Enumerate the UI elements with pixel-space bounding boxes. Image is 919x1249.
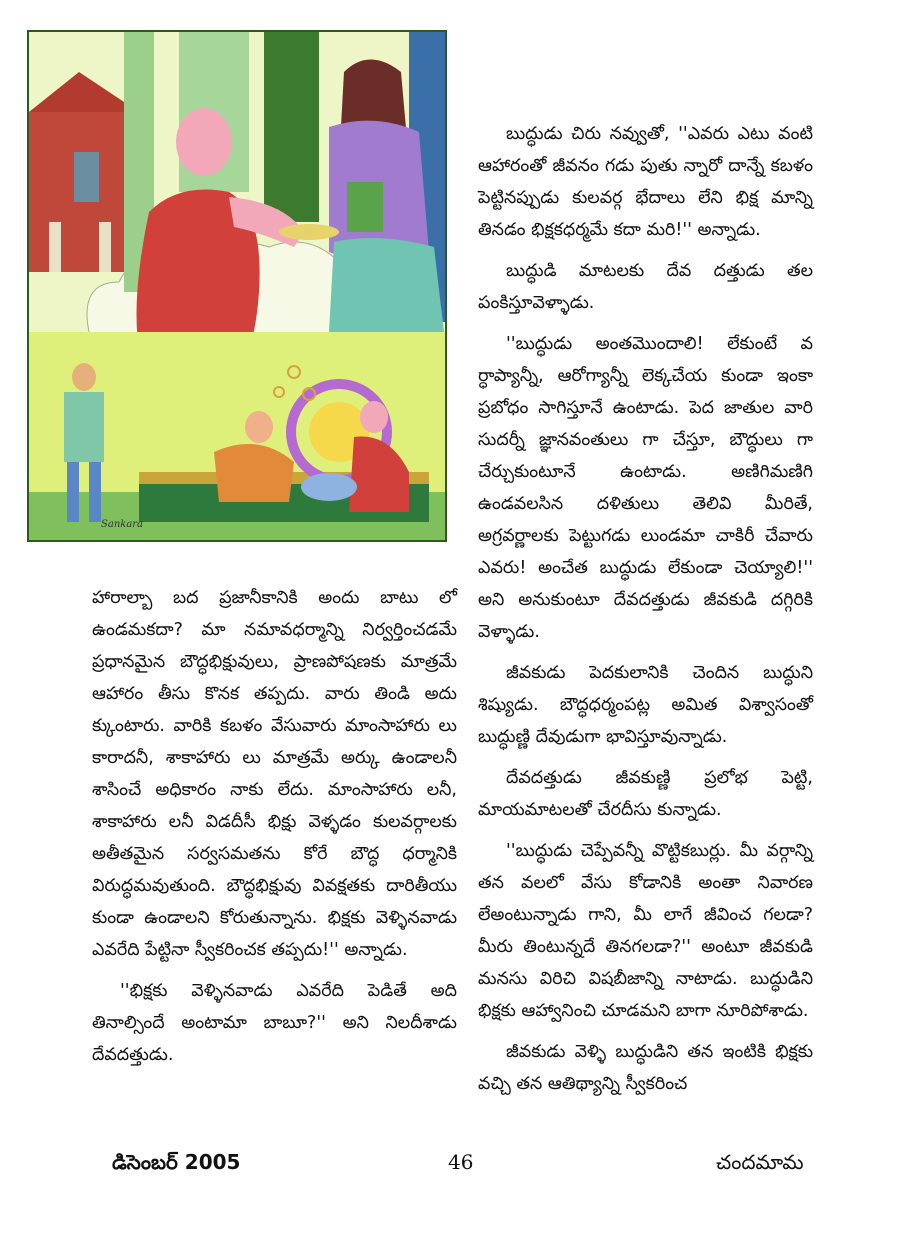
paragraph: జీవకుడు పెదకులానికి చెందిన బుద్ధుని శిష్యుడు. బౌద్ధధర్మంపట్ల అమిత విశ్వాసంతో బుద్ధుణ్ణి దేవుడుగా భావిస్తూవున్నాడు. [478, 663, 813, 747]
issue-date: డిసెంబర్ 2005 [112, 1150, 241, 1174]
paragraph: బుద్ధుడు చిరు నవ్వుతో, ''ఎవరు ఎటు వంటి ఆహారంతో జీవనం గడు పుతు న్నారో దాన్నే కబళం పెట్టినప్పుడు కులవర్గ భేదాలు లేని భిక్ష మాన్ని తినడం భిక్షకధర్మమే కదా మరి!'' అన్నాడు. [478, 124, 813, 240]
paragraph: దేవదత్తుడు జీవకుణ్ణి ప్రలోభ పెట్టి, మాయమాటలతో చేరదీసు కున్నాడు. [478, 768, 813, 820]
paragraph: బుద్ధుడి మాటలకు దేవ దత్తుడు తల పంకిస్తూవెళ్ళాడు. [478, 261, 813, 313]
left-text-column [92, 582, 457, 1080]
illustration-art [29, 32, 445, 540]
paragraph: ''భిక్షకు వెళ్ళినవాడు ఎవరేది పెడితే అది తినాల్సిందే అంటామా బాబూ?'' అని నిలదీశాడు దేవదత్తుడు. [92, 981, 457, 1065]
illustrator-signature: Sankara [101, 519, 144, 530]
paragraph: ''బుద్ధుడు అంతమొందాలి! లేకుంటే వ ర్ధాప్యాన్నీ, ఆరోగ్యాన్నీ లెక్కచేయ కుండా ఇంకా ప్రబోధం సాగిస్తూనే ఉంటాడు. పెద జాతుల వారి సుదర్నీ జ్ఞానవంతులు గా చేస్తూ, బౌద్ధులు గా చేర్చుకుంటూనే ఉంటాడు. అణిగిమణిగి ఉండవలసిన దళితులు తెలివి మీరితే, అగ్రవర్ణాలకు పెట్టుగడు లుండమా చాకిరీ చేవారు ఎవరు! అంచేత బుద్ధుడు లేకుండా చెయ్యాలి!'' అని అనుకుంటూ దేవదత్తుడు జీవకుడి దగ్గిరికి వెళ్ళాడు. [478, 334, 813, 642]
right-text-column [478, 118, 813, 1109]
page-number: 46 [448, 1150, 474, 1174]
paragraph: ''బుద్ధుడు చెప్పేవన్నీ వొట్టికబుర్లు. మీ వర్గాన్ని తన వలలో వేసు కోడానికి అంతా నివారణ లేఅంటున్నాడు గాని, మీ లాగే జీవించ గలడా? మీరు తింటున్నదే తినగలడా?'' అంటూ జీవకుడి మనసు విరిచి విషబీజాన్ని నాటాడు. బుద్ధుడిని భిక్షకు ఆహ్వానించి చూడమని బాగా నూరిపోశాడు. [478, 841, 813, 1021]
story-illustration [27, 30, 447, 542]
paragraph: హారాల్బా బద ప్రజానీకానికి అందు బాటు లో ఉండమకదా? మా నమావధర్మాన్ని నిర్వర్తించడమే ప్రధానమైన బౌద్ధభిక్షువులు, ప్రాణపోషణకు మాత్రమే ఆహారం తీసు కొనక తప్పదు. వారు తిండి అదు క్కుంటారు. వారికి కబళం వేసువారు మాంసాహారు లు కారాదనీ, శాకాహారు లు మాత్రమే అర్కు ఉండాలనీ శాసించే అధికారం నాకు లేదు. మాంసాహారు లనీ, శాకాహారు లనీ విడదీసీ భిక్షు వెళ్ళడం కులవర్గాలకు అతీతమైన సర్వసమతను కోరే బౌద్ధ ధర్మానికి విరుద్ధమవుతుంది. బౌద్ధభిక్షువు వివక్షతకు దారితీయు కుండా ఉండాలని కోరుతున్నాను. భిక్షకు వెళ్ళినవాడు ఎవరేది పేట్టినా స్వీకరించక తప్పదు!'' అన్నాడు. [92, 588, 457, 960]
magazine-name: చందమామ [716, 1150, 804, 1174]
paragraph: జీవకుడు వెళ్ళి బుద్ధుడిని తన ఇంటికి భిక్షకు వచ్చి తన ఆతిథ్యాన్ని స్వీకరించ [478, 1042, 813, 1094]
